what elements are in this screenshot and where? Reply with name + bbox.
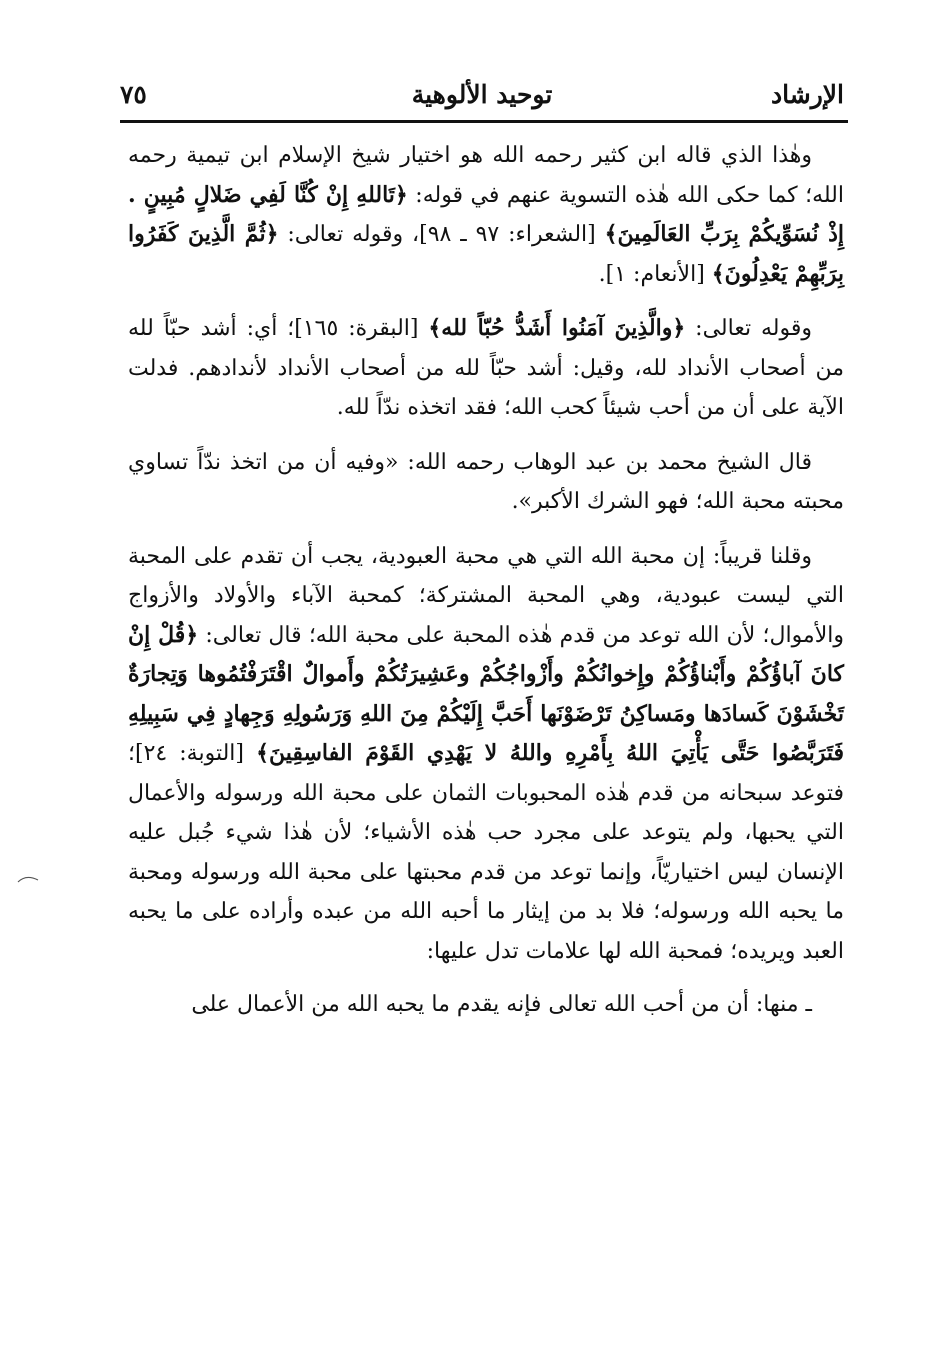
- text-segment: ـ منها: أن من أحب الله تعالى فإنه يقدم ما يحبه الله من الأعمال على: [191, 992, 812, 1017]
- quran-verse: ﴿قُلْ إِنْ كانَ آباؤُكُمْ وأَبْناؤُكُمْ وإِخوانُكُمْ وأَزْواجُكُمْ وعَشِيرَتُكُمْ وأَموالٌ اقْتَرَفْتُمُوها وَتِجارَةٌ تَخْشَوْنَ كَسادَها ومَساكِنُ تَرْضَوْنَها أَحَبَّ إِلَيْكُمْ مِنَ اللهِ وَرَسُولِهِ وَجِهادٍ فِي سَبِيلِهِ فَتَرَبَّصُوا حَتَّى يَأْتِيَ اللهُ بِأَمْرِهِ واللهُ لا يَهْدِي القَوْمَ الفاسِقِينَ﴾: [128, 621, 845, 766]
- text-segment: قال الشيخ محمد بن عبد الوهاب رحمه الله: «وفيه أن من اتخذ ندّاً تساوي محبته محبة الله؛ فهو الشرك الأكبر».: [128, 449, 844, 514]
- paragraph-sheikh-quote: [128, 443, 844, 522]
- text-segment: وهٰذا الذي قاله ابن كثير رحمه الله هو اختيار شيخ الإسلام ابن تيمية رحمه الله؛ كما حكى الله هٰذه التسوية عنهم في قوله:: [128, 143, 845, 208]
- quran-verse: ﴿ثُمَّ الَّذِينَ كَفَرُوا بِرَبِّهِمْ يَعْدِلُونَ﴾: [128, 221, 844, 287]
- chapter-title: توحيد الألوهية: [411, 80, 553, 109]
- margin-mark-icon: [16, 874, 40, 884]
- text-segment: وقلنا قريباً: إن محبة الله التي هي محبة العبودية، يجب أن تقدم على المحبة التي ليست عبودية، وهي المحبة المشتركة؛ كمحبة الآباء والأولاد والأزواج والأموال؛ لأن الله توعد من قدم هٰذه المحبة على محبة الله؛ قال تعالى:: [128, 543, 844, 648]
- book-title: الإرشاد: [771, 80, 844, 109]
- text-segment: [التوبة: ٢٤]؛ فتوعد سبحانه من قدم هٰذه المحبوبات الثمان على محبة الله ورسوله والأعمال التي يحبها، ولم يتوعد على مجرد حب هٰذه الأشياء؛ لأن هٰذا شيء جُبل عليه الإنسان ليس اختياريّاً، وإنما توعد من قدم محبتها على محبة الله ورسوله ومحبة ما يحبه الله ورسوله؛ فلا بد من إيثار ما أحبه الله من عبده وأراده على ما يحبه العبد ويريده؛ فمحبة الله لها علامات تدل عليها:: [128, 741, 844, 964]
- text-segment: [الشعراء: ٩٧ ـ ٩٨]، وقوله تعالى:: [278, 222, 605, 247]
- page-body: [128, 136, 844, 1040]
- header-rule: [120, 120, 848, 123]
- text-segment: [البقرة: ١٦٥]؛ أي: أشد حبّاً لله من أصحاب الأنداد لله، وقيل: أشد حبّاً لله من أصحاب الأنداد لأندادهم. فدلت الآية على أن من أحب شيئاً كحب الله؛ فقد اتخذه ندّاً لله.: [128, 316, 844, 420]
- paragraph-ibn-kathir: [128, 136, 844, 294]
- paragraph-signs: [128, 985, 844, 1025]
- text-segment: وقوله تعالى:: [685, 316, 812, 341]
- paragraph-tawba: [128, 537, 844, 972]
- page-header: [120, 78, 844, 112]
- paragraph-baqara: [128, 309, 844, 428]
- page-number: ٧٥: [120, 80, 147, 109]
- quran-verse: ﴿والَّذِينَ آمَنُوا أَشَدُّ حُبّاً لله﴾: [428, 315, 686, 341]
- quran-verse: ﴿تَاللهِ إِنْ كُنَّا لَفِي ضَلالٍ مُبِينٍ . إِذْ نُسَوِّيكُمْ بِرَبِّ العَالَمِينَ﴾: [128, 181, 845, 247]
- text-segment: [الأنعام: ١].: [598, 261, 712, 287]
